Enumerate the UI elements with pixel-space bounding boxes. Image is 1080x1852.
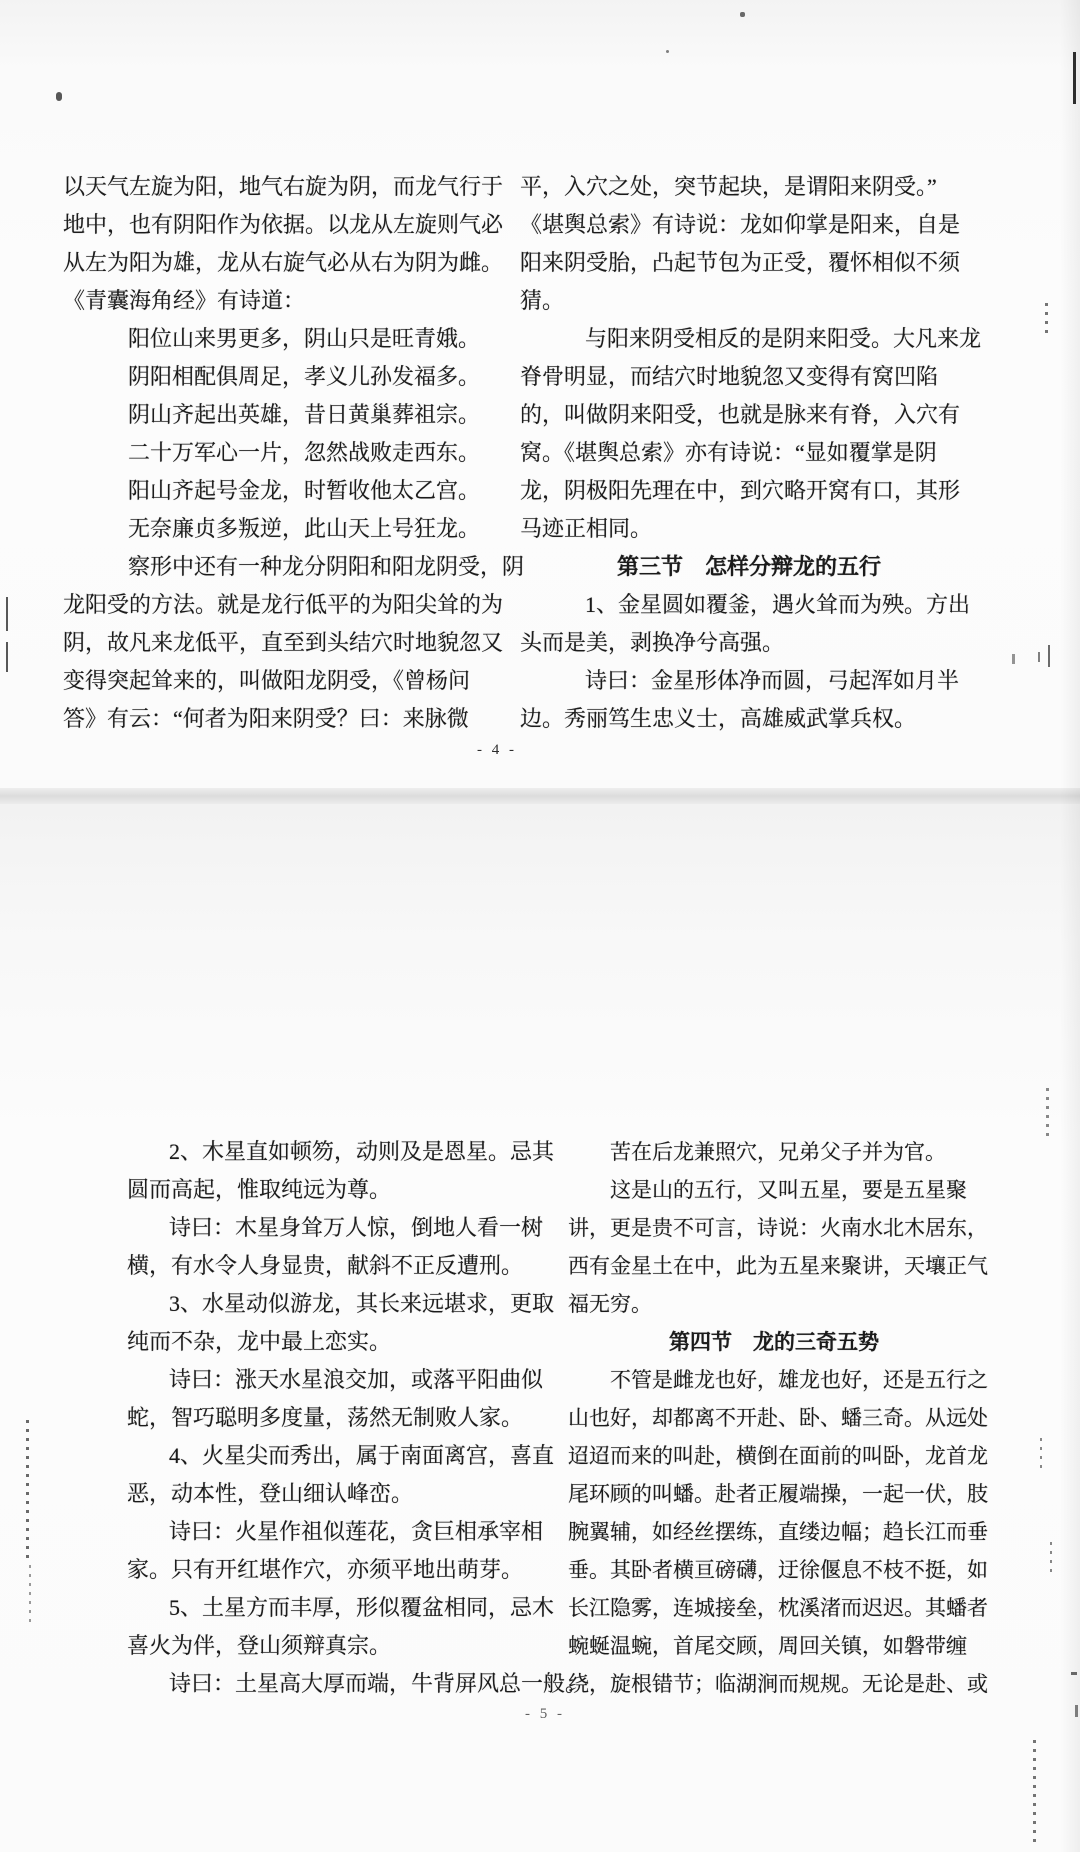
text-line: 龙阳受的方法。就是龙行低平的为阳尖耸的为 (63, 592, 504, 617)
scan-artifact (1075, 1705, 1078, 1717)
scan-artifact (1033, 1740, 1036, 1844)
poem-line: 诗曰：土星高大厚而端，牛背屏风总一般。 (169, 1671, 588, 1696)
poem-line: 阳位山来男更多，阴山只是旺青娥。 (128, 326, 481, 351)
text-line: 1、金星圆如覆釜，遇火耸而为殃。方出 (585, 592, 971, 617)
poem-line: 蛇，智巧聪明多度量，荡然无制败人家。 (127, 1405, 524, 1430)
text-line: 尾环顾的叫蟠。赴者正履端操，一起一伏，肢 (568, 1482, 988, 1506)
poem-line: 无奈廉贞多叛逆，此山天上号狂龙。 (128, 516, 481, 541)
text-line: 长江隐雾，连城接垒，枕溪渚而迟迟。其蟠者 (568, 1596, 988, 1620)
text-line: 山也好，却都离不开赴、卧、蟠三奇。从远处 (568, 1406, 988, 1430)
text-line: 猜。 (520, 288, 565, 313)
scan-artifact (1045, 303, 1048, 333)
page4-left-column (63, 168, 525, 738)
text-line: 2、木星直如顿笏，动则及是恩星。忌其 (169, 1139, 555, 1164)
scan-artifact (1073, 52, 1076, 104)
text-line: 平，入穴之处，突节起块，是谓阳来阴受。” (520, 174, 937, 199)
text-line: 《青囊海角经》有诗道： (63, 288, 306, 313)
text-line: 脊骨明显，而结穴时地貌忽又变得有窝凹陷 (520, 364, 939, 389)
text-line: 地中，也有阴阳作为依据。以龙从左旋则气必 (63, 212, 504, 237)
text-line: 察形中还有一种龙分阴阳和阳龙阴受，阴 (128, 554, 525, 579)
scan-artifact (6, 642, 8, 672)
text-line: 窝。《堪舆总索》亦有诗说：“显如覆掌是阴 (520, 440, 937, 465)
section-heading: 第三节 怎样分辩龙的五行 (616, 554, 881, 579)
scan-artifact (1050, 1542, 1052, 1576)
text-line: 这是山的五行，又叫五星，要是五星聚 (610, 1178, 967, 1202)
scan-artifact (29, 1565, 31, 1625)
text-line: 阳来阴受胎，凸起节包为正受，覆怀相似不须 (520, 250, 961, 275)
scan-artifact (56, 92, 62, 101)
scan-artifact (1071, 1672, 1077, 1675)
text-line: 3、水星动似游龙，其长来远堪求，更取 (169, 1291, 555, 1316)
text-line: 圆而高起，惟取纯远为尊。 (127, 1177, 392, 1202)
text-line: 绕，旋根错节；临湖涧而规规。无论是赴、或 (568, 1672, 988, 1696)
text-line: 的，叫做阴来阳受，也就是脉来有脊，入穴有 (520, 402, 961, 427)
text-line: 迢迢而来的叫赴，横倒在面前的叫卧，龙首龙 (568, 1444, 988, 1468)
scan-artifact (6, 597, 8, 631)
text-line: 马迹正相同。 (520, 516, 653, 541)
text-line: 从左为阳为雄，龙从右旋气必从右为阴为雌。 (63, 250, 504, 275)
text-line: 腕翼辅，如经丝摆练，直缕边幅；趋长江而垂 (568, 1520, 988, 1544)
page5-left-column (127, 1133, 597, 1703)
section-heading: 第四节 龙的三奇五势 (669, 1330, 879, 1354)
text-line: 与阳来阴受相反的是阴来阳受。大凡来龙 (585, 326, 982, 351)
scan-artifact (1012, 654, 1015, 664)
text-line: 头而是美，剥换净兮高强。 (520, 630, 785, 655)
text-line: 4、火星尖而秀出，属于南面离宫，喜直 (169, 1443, 555, 1468)
scan-artifact (1046, 1088, 1049, 1136)
scan-artifact (26, 1420, 29, 1560)
text-line: 以天气左旋为阳，地气右旋为阴，而龙气行于 (63, 174, 504, 199)
text-line: 恶，动本性，登山细认峰峦。 (127, 1481, 414, 1506)
text-line: 《堪舆总索》有诗说：龙如仰掌是阳来，自是 (520, 212, 961, 237)
text-line: 阴，故凡来龙低平，直至到头结穴时地貌忽又 (63, 630, 504, 655)
poem-line: 诗曰：金星形体净而圆，弓起浑如月半 (585, 668, 960, 693)
text-line: 西有金星土在中，此为五星来聚讲，天壤正气 (568, 1254, 988, 1278)
poem-line: 边。秀丽笃生忠义士，高雄威武掌兵权。 (520, 706, 917, 731)
scan-artifact (1048, 645, 1050, 667)
poem-line: 诗曰：火星作祖似莲花，贪巨相承宰相 (169, 1519, 544, 1544)
scan-artifact (1038, 652, 1040, 662)
text-line: 不管是雌龙也好，雄龙也好，还是五行之 (610, 1368, 988, 1392)
page-number-4: - 4 - (477, 742, 517, 758)
text-line: 5、土星方而丰厚，形似覆盆相同，忌木 (169, 1595, 555, 1620)
text-line: 垂。其卧者横亘磅礴，迂徐偃息不枝不挺，如 (568, 1558, 988, 1582)
scan-edge-shade (1060, 0, 1080, 1852)
poem-line: 苦在后龙兼照穴，兄弟父子并为官。 (610, 1140, 946, 1164)
poem-line: 阴山齐起出英雄，昔日黄巢葬祖宗。 (128, 402, 481, 427)
text-line: 变得突起耸来的，叫做阳龙阴受，《曾杨问 (63, 668, 471, 693)
poem-line: 二十万军心一片，忽然战败走西东。 (128, 440, 481, 465)
text-line: 龙，阴极阳先理在中，到穴略开窝有口，其形 (520, 478, 961, 503)
text-line: 讲，更是贵不可言，诗说：火南水北木居东， (568, 1216, 988, 1240)
page5-right-column (568, 1133, 988, 1703)
scan-artifact (740, 12, 745, 17)
text-line: 蜿蜒温蜿，首尾交顾，周回关镇，如磐带缠 (568, 1634, 967, 1658)
poem-line: 诗曰：木星身耸万人惊，倒地人看一树 (169, 1215, 544, 1240)
page-number-5: - 5 - (525, 1706, 565, 1722)
poem-line: 阳山齐起号金龙，时暂收他太乙宫。 (128, 478, 481, 503)
text-line: 纯而不杂，龙中最上恋实。 (127, 1329, 392, 1354)
poem-line: 阴阳相配俱周足，孝义儿孙发福多。 (128, 364, 481, 389)
text-line: 答》有云：“何者为阳来阴受？曰：来脉微 (63, 706, 469, 731)
text-line: 福无穷。 (568, 1292, 652, 1316)
text-line: 喜火为伴，登山须辩真宗。 (127, 1633, 392, 1658)
scan-artifact (1040, 1438, 1042, 1472)
page4-right-column (520, 168, 982, 738)
scan-artifact (666, 50, 669, 53)
poem-line: 家。只有开红堪作穴，亦须平地出萌芽。 (127, 1557, 524, 1582)
poem-line: 横，有水令人身显贵，献斜不正反遭刑。 (127, 1253, 524, 1278)
poem-line: 诗曰：涨天水星浪交加，或落平阳曲似 (169, 1367, 544, 1392)
page-divider (0, 788, 1080, 804)
